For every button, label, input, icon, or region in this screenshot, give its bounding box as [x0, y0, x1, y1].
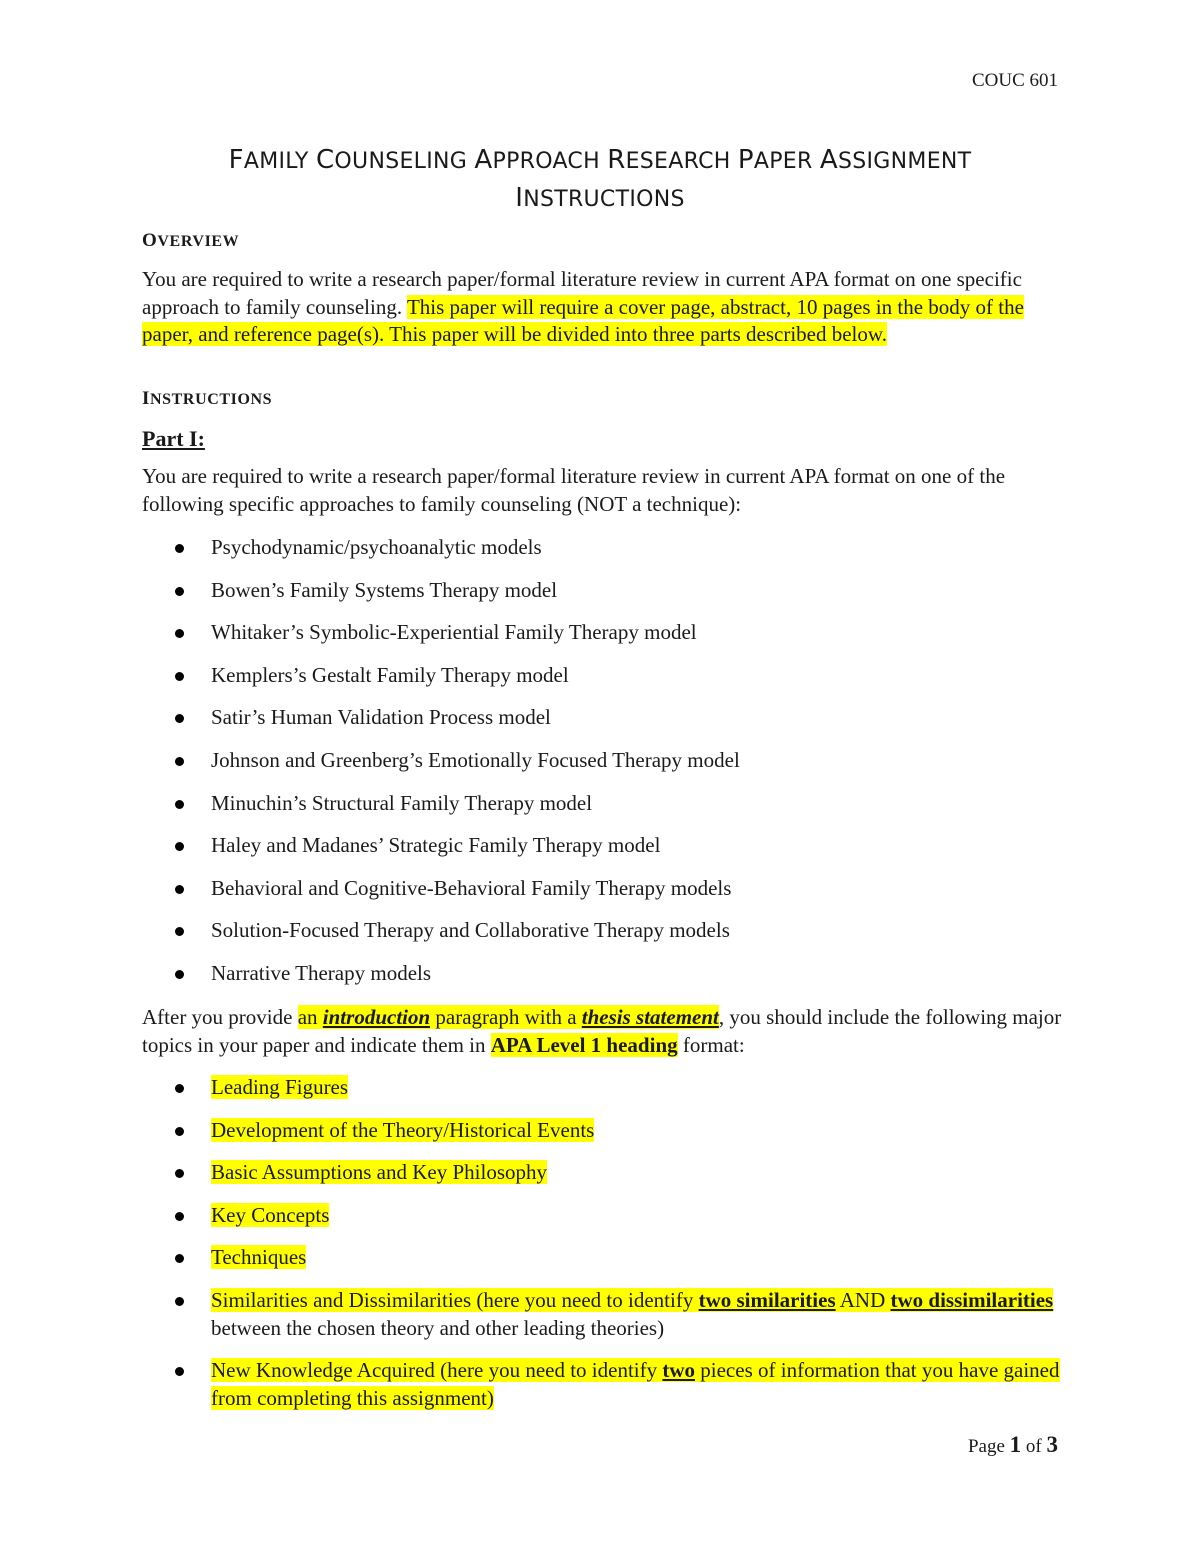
bullet-icon — [175, 1212, 184, 1221]
bullet-icon — [175, 672, 184, 681]
list-item: Whitaker’s Symbolic-Experiential Family Therapy model — [142, 619, 1062, 647]
list-item: Leading Figures — [142, 1074, 1062, 1102]
instructions-heading: INSTRUCTIONS — [142, 388, 273, 409]
bullet-icon — [175, 1127, 184, 1136]
page-number-footer: Page 1 of 3 — [967, 1432, 1058, 1457]
bullet-icon — [175, 757, 184, 766]
list-item: Minuchin’s Structural Family Therapy model — [142, 790, 1062, 818]
list-item: Basic Assumptions and Key Philosophy — [142, 1159, 1062, 1187]
overview-paragraph: You are required to write a research paper/formal literature review in current APA format on one specific approach to family counseling. This paper will require a cover page, abstract, 10 pages in the body of the paper, and reference page(s). This paper will be divided into three parts described below. — [142, 267, 1024, 346]
bullet-icon — [175, 1084, 184, 1093]
list-item: Similarities and Dissimilarities (here you need to identify two similarities AND two dissimilarities between the chosen theory and other leading theories) — [142, 1287, 1062, 1342]
bullet-icon — [175, 885, 184, 894]
list-item: New Knowledge Acquired (here you need to identify two pieces of information that you have gained from completing this assignment) — [142, 1357, 1062, 1412]
overview-highlight: This paper will require a cover page, abstract, 10 pages in the body of the paper, and reference page(s). This paper will be divided into three parts described below. — [142, 294, 1024, 346]
bullet-icon — [175, 1297, 184, 1306]
bullet-icon — [175, 842, 184, 851]
apa-heading-term: APA Level 1 heading — [490, 1032, 678, 1057]
part-one-intro: You are required to write a research paper/formal literature review in current APA format on one of the following specific approaches to family counseling (NOT a technique): — [142, 464, 1006, 516]
bullet-icon — [175, 544, 184, 553]
title-line-1: FAMILY COUNSELING APPROACH RESEARCH PAPER ASSIGNMENT — [228, 145, 972, 175]
bullet-icon — [175, 587, 184, 596]
list-item: Bowen’s Family Systems Therapy model — [142, 577, 1062, 605]
bullet-icon — [175, 1254, 184, 1263]
list-item: Techniques — [142, 1244, 1062, 1272]
list-item: Haley and Madanes’ Strategic Family Therapy model — [142, 832, 1062, 860]
list-item: Kemplers’s Gestalt Family Therapy model — [142, 662, 1062, 690]
bullet-icon — [175, 1169, 184, 1178]
bullet-icon — [175, 800, 184, 809]
document-title — [142, 142, 1058, 218]
overview-heading: OVERVIEW — [142, 230, 240, 251]
list-item: Key Concepts — [142, 1202, 1062, 1230]
list-item: Psychodynamic/psychoanalytic models — [142, 534, 1062, 562]
thesis-statement-term: thesis statement — [581, 1005, 719, 1029]
list-item: Johnson and Greenberg’s Emotionally Focused Therapy model — [142, 747, 1062, 775]
list-item: Behavioral and Cognitive-Behavioral Family Therapy models — [142, 875, 1062, 903]
list-item: Solution-Focused Therapy and Collaborative Therapy models — [142, 917, 1062, 945]
list-item: Satir’s Human Validation Process model — [142, 704, 1062, 732]
bullet-icon — [175, 970, 184, 979]
bullet-icon — [175, 1367, 184, 1376]
bullet-icon — [175, 714, 184, 723]
after-intro-paragraph: After you provide an introduction paragraph with a thesis statement, you should include the following major topics in your paper and indicate them in APA Level 1 heading format: — [142, 1005, 1062, 1057]
introduction-term: introduction — [322, 1005, 431, 1029]
title-line-2: INSTRUCTIONS — [515, 183, 685, 213]
list-item: Development of the Theory/Historical Events — [142, 1117, 1062, 1145]
bullet-icon — [175, 629, 184, 638]
bullet-icon — [175, 927, 184, 936]
course-code-header: COUC 601 — [971, 70, 1058, 91]
list-item: Narrative Therapy models — [142, 960, 1062, 988]
part-one-heading: Part I: — [142, 426, 205, 451]
